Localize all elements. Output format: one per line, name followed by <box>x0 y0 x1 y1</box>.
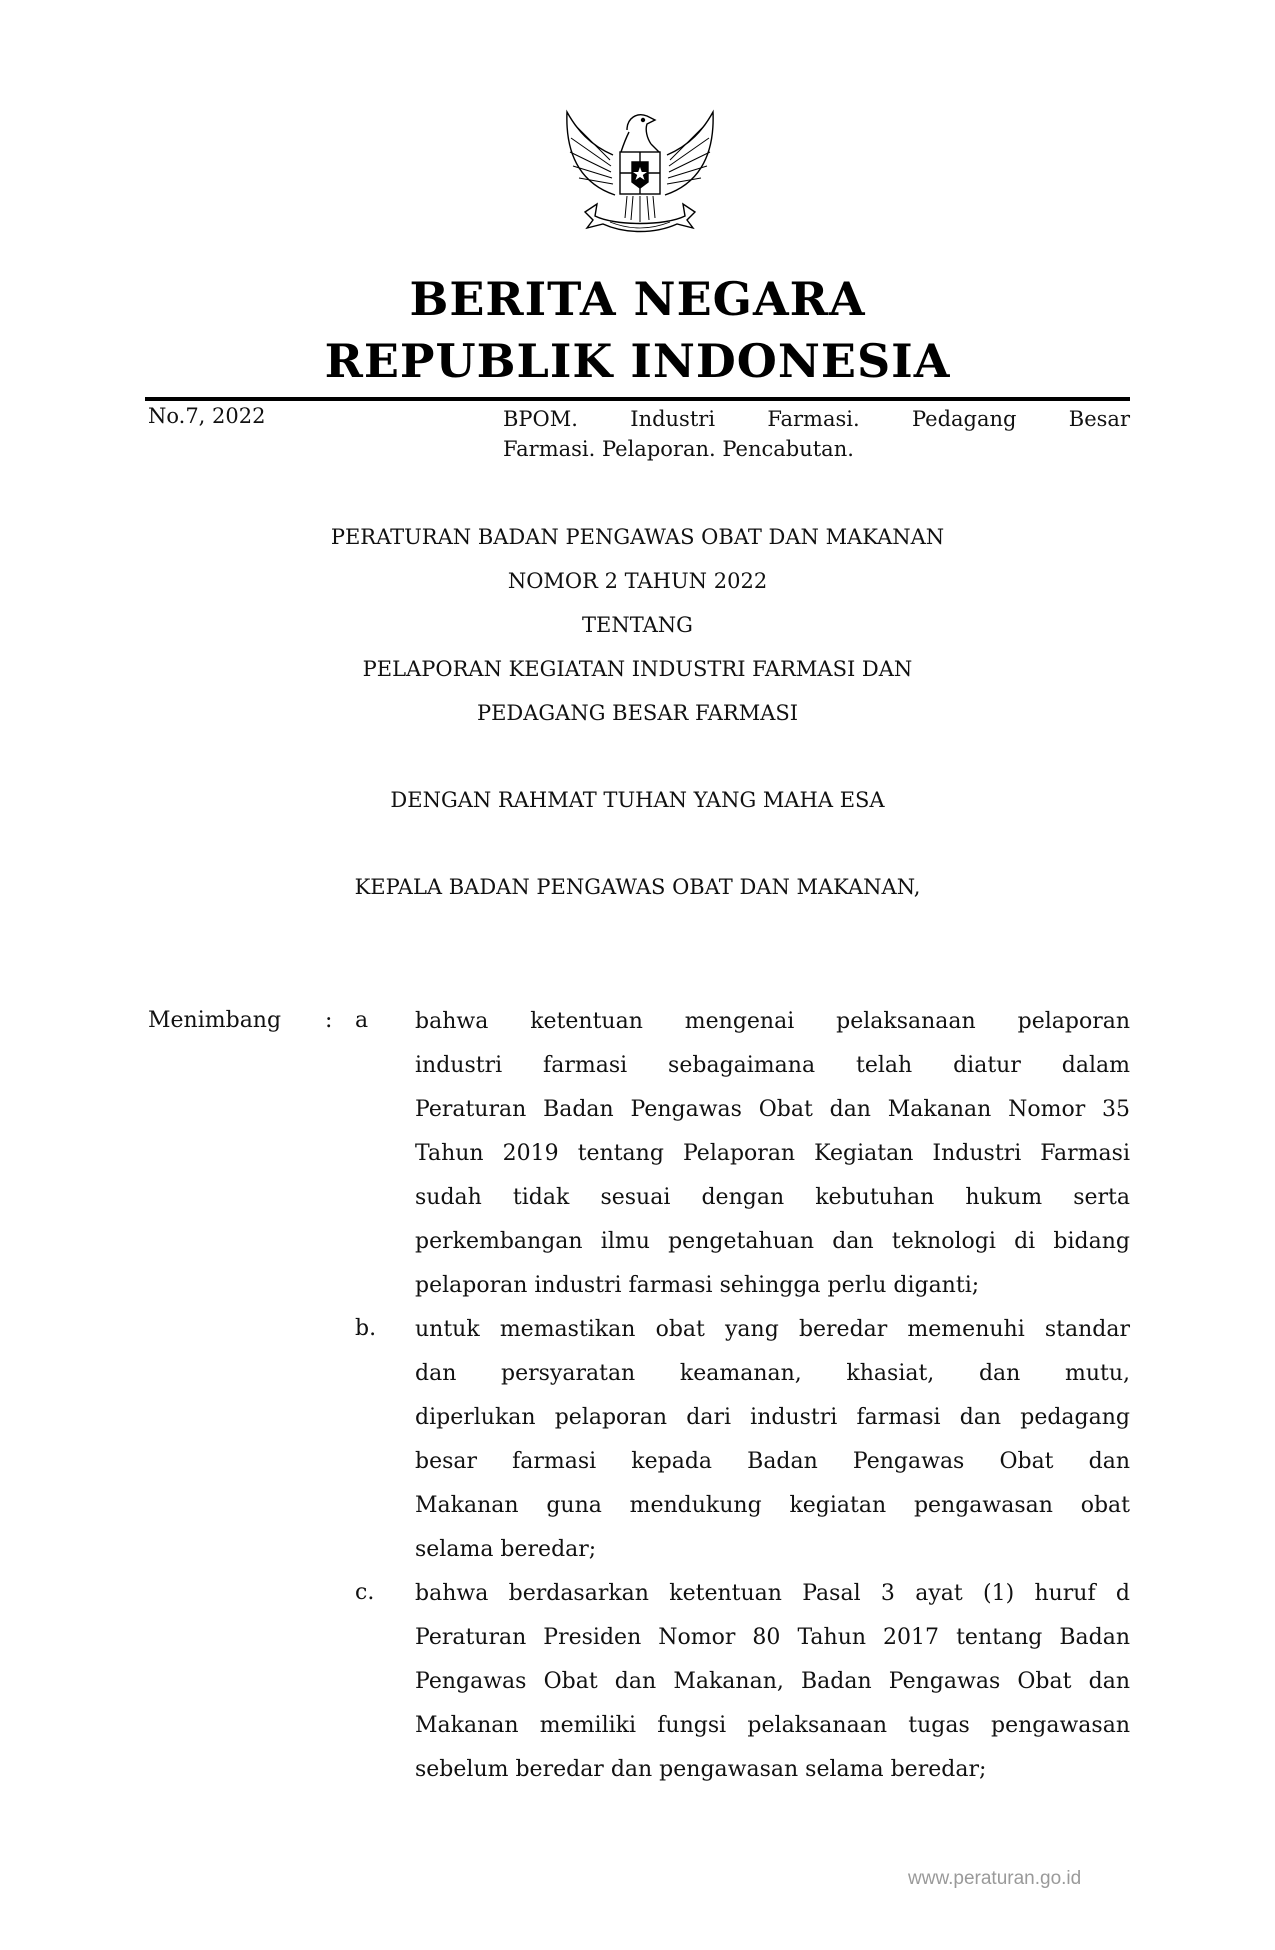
considerations-colon: : <box>325 1008 333 1033</box>
consideration-marker-a: a <box>355 1008 369 1033</box>
masthead-title-line2: REPUBLIK INDONESIA <box>324 334 951 388</box>
text-line: pelaporan industri farmasi sehingga perlu diganti; <box>415 1273 980 1298</box>
text-line: industri farmasi sebagaimana telah diatur dalam <box>415 1053 1130 1078</box>
text-line: Peraturan Badan Pengawas Obat dan Makanan Nomor 35 <box>415 1097 1130 1122</box>
masthead-title-line1: BERITA NEGARA <box>409 272 866 326</box>
regulation-subject-line1: PELAPORAN KEGIATAN INDUSTRI FARMASI DAN <box>362 657 913 681</box>
issue-topics-line1: BPOM. Industri Farmasi. Pedagang Besar <box>503 407 1130 431</box>
consideration-item-b <box>415 1308 1130 1572</box>
text-line: Tahun 2019 tentang Pelaporan Kegiatan Industri Farmasi <box>415 1141 1130 1166</box>
issuer: KEPALA BADAN PENGAWAS OBAT DAN MAKANAN, <box>354 875 921 899</box>
considerations-label: Menimbang <box>148 1008 282 1033</box>
text-line: besar farmasi kepada Badan Pengawas Obat dan <box>415 1449 1130 1474</box>
source-watermark: www.peraturan.go.id <box>908 1868 1082 1889</box>
text-line: Makanan memiliki fungsi pelaksanaan tugas pengawasan <box>415 1713 1130 1738</box>
text-line: sudah tidak sesuai dengan kebutuhan hukum serta <box>415 1185 1130 1210</box>
text-line: diperlukan pelaporan dari industri farmasi dan pedagang <box>415 1405 1130 1430</box>
masthead-divider <box>145 397 1130 401</box>
regulation-tentang: TENTANG <box>582 613 693 637</box>
text-line: Pengawas Obat dan Makanan, Badan Pengawas Obat dan <box>415 1669 1130 1694</box>
text-line: perkembangan ilmu pengetahuan dan teknologi di bidang <box>415 1229 1130 1254</box>
issue-topics-line2: Farmasi. Pelaporan. Pencabutan. <box>503 437 854 461</box>
text-line: dan persyaratan keamanan, khasiat, dan mutu, <box>415 1361 1130 1386</box>
consideration-marker-b: b. <box>355 1316 377 1341</box>
garuda-pancasila-emblem-icon <box>555 100 725 245</box>
text-line: bahwa berdasarkan ketentuan Pasal 3 ayat (1) huruf d <box>415 1581 1130 1606</box>
issue-number: No.7, 2022 <box>148 404 266 428</box>
issue-topics <box>503 404 1130 464</box>
invocation: DENGAN RAHMAT TUHAN YANG MAHA ESA <box>390 788 885 812</box>
regulation-number: NOMOR 2 TAHUN 2022 <box>507 569 768 593</box>
text-line: Peraturan Presiden Nomor 80 Tahun 2017 tentang Badan <box>415 1625 1130 1650</box>
regulation-subject-line2: PEDAGANG BESAR FARMASI <box>476 701 799 725</box>
text-line: Makanan guna mendukung kegiatan pengawasan obat <box>415 1493 1130 1518</box>
consideration-item-a <box>415 1000 1130 1308</box>
text-line: sebelum beredar dan pengawasan selama beredar; <box>415 1757 987 1782</box>
consideration-item-c <box>415 1572 1130 1792</box>
text-line: untuk memastikan obat yang beredar memenuhi standar <box>415 1317 1130 1342</box>
text-line: selama beredar; <box>415 1537 597 1562</box>
consideration-marker-c: c. <box>355 1580 375 1605</box>
text-line: bahwa ketentuan mengenai pelaksanaan pelaporan <box>415 1009 1130 1034</box>
regulation-title-line1: PERATURAN BADAN PENGAWAS OBAT DAN MAKANAN <box>330 525 945 549</box>
